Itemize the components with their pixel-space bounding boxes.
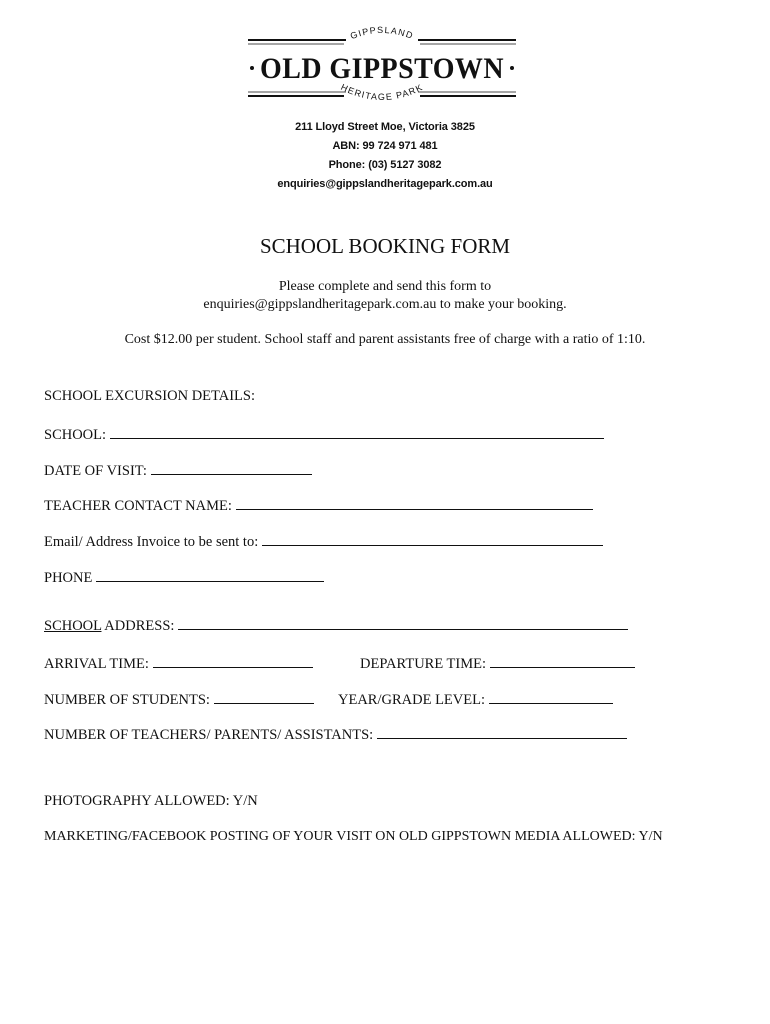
intro-line-2: enquiries@gippslandheritagepark.com.au to make your booking.: [203, 297, 567, 312]
email-invoice-input-line[interactable]: [262, 531, 603, 546]
year-grade-input-line[interactable]: [489, 689, 613, 704]
number-teachers-label: NUMBER OF TEACHERS/ PARENTS/ ASSISTANTS:: [44, 727, 374, 743]
number-students-label: NUMBER OF STUDENTS:: [44, 692, 210, 708]
number-teachers-field: [44, 724, 627, 744]
date-of-visit-field: [44, 460, 312, 480]
number-teachers-input-line[interactable]: [377, 724, 627, 739]
arrival-time-label: ARRIVAL TIME:: [44, 656, 149, 672]
intro-line-1: Please complete and send this form to: [278, 279, 492, 294]
logo-bottom-arc-text: HERITAGE PARK: [339, 81, 425, 103]
school-field: [44, 424, 604, 444]
email-invoice-field: [44, 531, 603, 551]
arrival-time-input-line[interactable]: [153, 653, 313, 668]
departure-time-field: [360, 653, 635, 673]
svg-text:GIPPSLAND: [349, 25, 415, 41]
date-of-visit-label: DATE OF VISIT:: [44, 463, 147, 479]
teacher-contact-input-line[interactable]: [236, 495, 593, 510]
school-input-line[interactable]: [110, 424, 604, 439]
phone-field: [44, 567, 324, 587]
number-students-input-line[interactable]: [214, 689, 314, 704]
email-line[interactable]: enquiries@gippslandheritagepark.com.au: [277, 178, 493, 190]
address-line: 211 Lloyd Street Moe, Victoria 3825: [295, 121, 475, 133]
section-heading: SCHOOL EXCURSION DETAILS:: [44, 388, 255, 404]
departure-time-input-line[interactable]: [490, 653, 635, 668]
number-students-field: [44, 689, 314, 709]
marketing-allowed[interactable]: MARKETING/FACEBOOK POSTING OF YOUR VISIT ON OLD GIPPSTOWN MEDIA ALLOWED: Y/N: [44, 829, 663, 844]
cost-note: Cost $12.00 per student. School staff and parent assistants free of charge with a ratio of 1:10.: [124, 332, 646, 347]
teacher-contact-field: [44, 495, 593, 515]
date-of-visit-input-line[interactable]: [151, 460, 312, 475]
school-address-field: [44, 615, 628, 635]
logo-name: OLD GIPPSTOWN: [260, 52, 504, 85]
year-grade-field: [338, 689, 613, 709]
email-invoice-label: Email/ Address Invoice to be sent to:: [44, 534, 259, 550]
arrival-time-field: [44, 653, 313, 673]
logo-graphic: [244, 20, 520, 104]
year-grade-label: YEAR/GRADE LEVEL:: [338, 692, 485, 708]
school-address-label-rest: ADDRESS:: [101, 618, 175, 634]
school-label: SCHOOL:: [44, 427, 107, 443]
form-title: SCHOOL BOOKING FORM: [259, 234, 511, 258]
school-address-input-line[interactable]: [178, 615, 628, 630]
teacher-contact-label: TEACHER CONTACT NAME:: [44, 498, 232, 514]
photography-allowed[interactable]: PHOTOGRAPHY ALLOWED: Y/N: [44, 793, 258, 809]
phone-line: Phone: (03) 5127 3082: [328, 159, 442, 171]
phone-label: PHONE: [44, 570, 93, 586]
abn-line: ABN: 99 724 971 481: [332, 140, 438, 152]
logo-top-arc-text: GIPPSLAND: [348, 24, 416, 42]
phone-input-line[interactable]: [96, 567, 324, 582]
logo: [244, 20, 520, 104]
departure-time-label: DEPARTURE TIME:: [360, 656, 487, 672]
school-address-label-word: SCHOOL: [44, 618, 102, 634]
